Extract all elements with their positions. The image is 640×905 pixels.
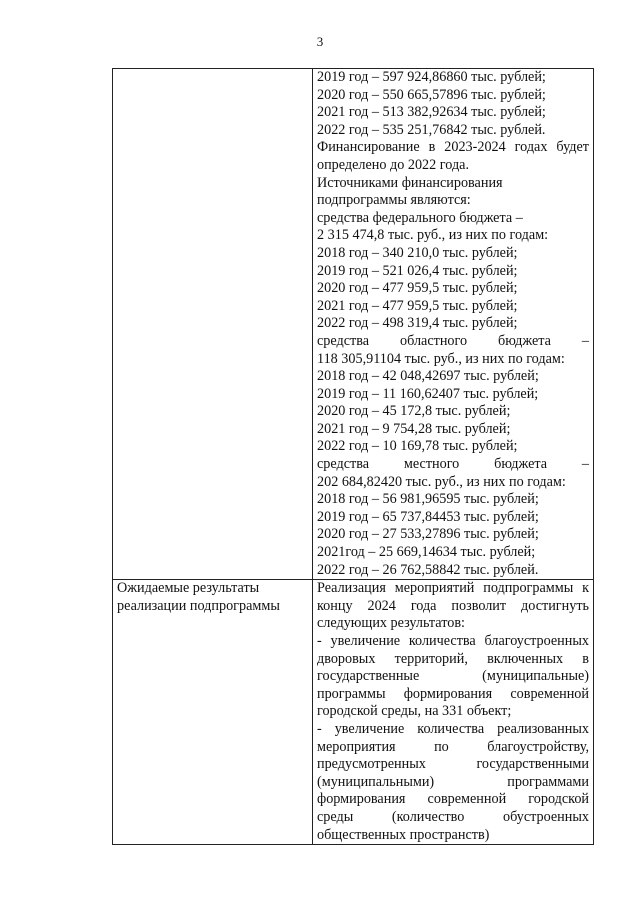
table-row-expected-results xyxy=(113,580,594,845)
financing-line: 2019 год – 65 737,84453 тыс. рублей; xyxy=(317,508,539,525)
financing-line: 2022 год – 498 319,4 тыс. рублей; xyxy=(317,315,518,332)
financing-line: 2021год – 25 669,14634 тыс. рублей; xyxy=(317,544,536,561)
financing-line: Источниками финансирования xyxy=(317,174,503,191)
table-row-financing xyxy=(113,69,594,580)
expected-results-label: Ожидаемые результаты реализации подпрограммы xyxy=(113,580,313,845)
financing-line: 2020 год – 27 533,27896 тыс. рублей; xyxy=(317,526,539,543)
financing-line: определено до 2022 года. xyxy=(317,156,470,173)
result-bullet-2: - увеличение количества реализованных мероприятия по благоустройству, предусмотренных государственными (муниципальными) программами формирования современной городской среды (количество обустроенных общественных пространств) xyxy=(317,720,589,843)
financing-line: 2022 год – 535 251,76842 тыс. рублей. xyxy=(317,121,546,138)
empty-left-cell xyxy=(113,69,313,580)
subprogram-passport-table xyxy=(112,68,594,845)
financing-line: подпрограммы являются: xyxy=(317,192,471,209)
financing-line: средства местного бюджета – xyxy=(317,456,589,473)
financing-line: 2021 год – 9 754,28 тыс. рублей; xyxy=(317,420,511,437)
financing-line: средства федерального бюджета – xyxy=(317,209,523,226)
result-bullet-1: - увеличение количества благоустроенных дворовых территорий, включенных в государственные (муниципальные) программы формирования современной городской среды, на 331 объект; xyxy=(317,633,589,720)
financing-line: 2019 год – 597 924,86860 тыс. рублей; xyxy=(317,69,546,85)
financing-line: 2019 год – 11 160,62407 тыс. рублей; xyxy=(317,385,539,402)
financing-line: 2018 год – 42 048,42697 тыс. рублей; xyxy=(317,368,539,385)
expected-results-cell xyxy=(313,580,594,845)
financing-line: 2020 год – 550 665,57896 тыс. рублей; xyxy=(317,86,546,103)
financing-line: 2020 год – 45 172,8 тыс. рублей; xyxy=(317,403,511,420)
financing-line: 2022 год – 26 762,58842 тыс. рублей. xyxy=(317,561,539,578)
financing-line: 2019 год – 521 026,4 тыс. рублей; xyxy=(317,262,518,279)
page-number: 3 xyxy=(316,34,324,49)
financing-lines xyxy=(317,69,589,579)
financing-line: 2022 год – 10 169,78 тыс. рублей; xyxy=(317,438,518,455)
financing-line: 2021 год – 513 382,92634 тыс. рублей; xyxy=(317,104,546,121)
financing-line: 202 684,82420 тыс. руб., из них по годам: xyxy=(317,473,566,490)
financing-cell xyxy=(313,69,594,580)
financing-line: 2021 год – 477 959,5 тыс. рублей; xyxy=(317,297,518,314)
financing-line: 2018 год – 340 210,0 тыс. рублей; xyxy=(317,244,518,261)
financing-line: 2 315 474,8 тыс. руб., из них по годам: xyxy=(317,227,549,244)
financing-line: 2020 год – 477 959,5 тыс. рублей; xyxy=(317,280,518,297)
financing-line: Финансирование в 2023-2024 годах будет xyxy=(317,139,589,156)
financing-line: 118 305,91104 тыс. руб., из них по годам: xyxy=(317,350,565,367)
results-intro: Реализация мероприятий подпрограммы к концу 2024 года позволит достигнуть следующих результатов: xyxy=(317,580,589,632)
financing-line: средства областного бюджета – xyxy=(317,332,589,349)
financing-line: 2018 год – 56 981,96595 тыс. рублей; xyxy=(317,491,539,508)
